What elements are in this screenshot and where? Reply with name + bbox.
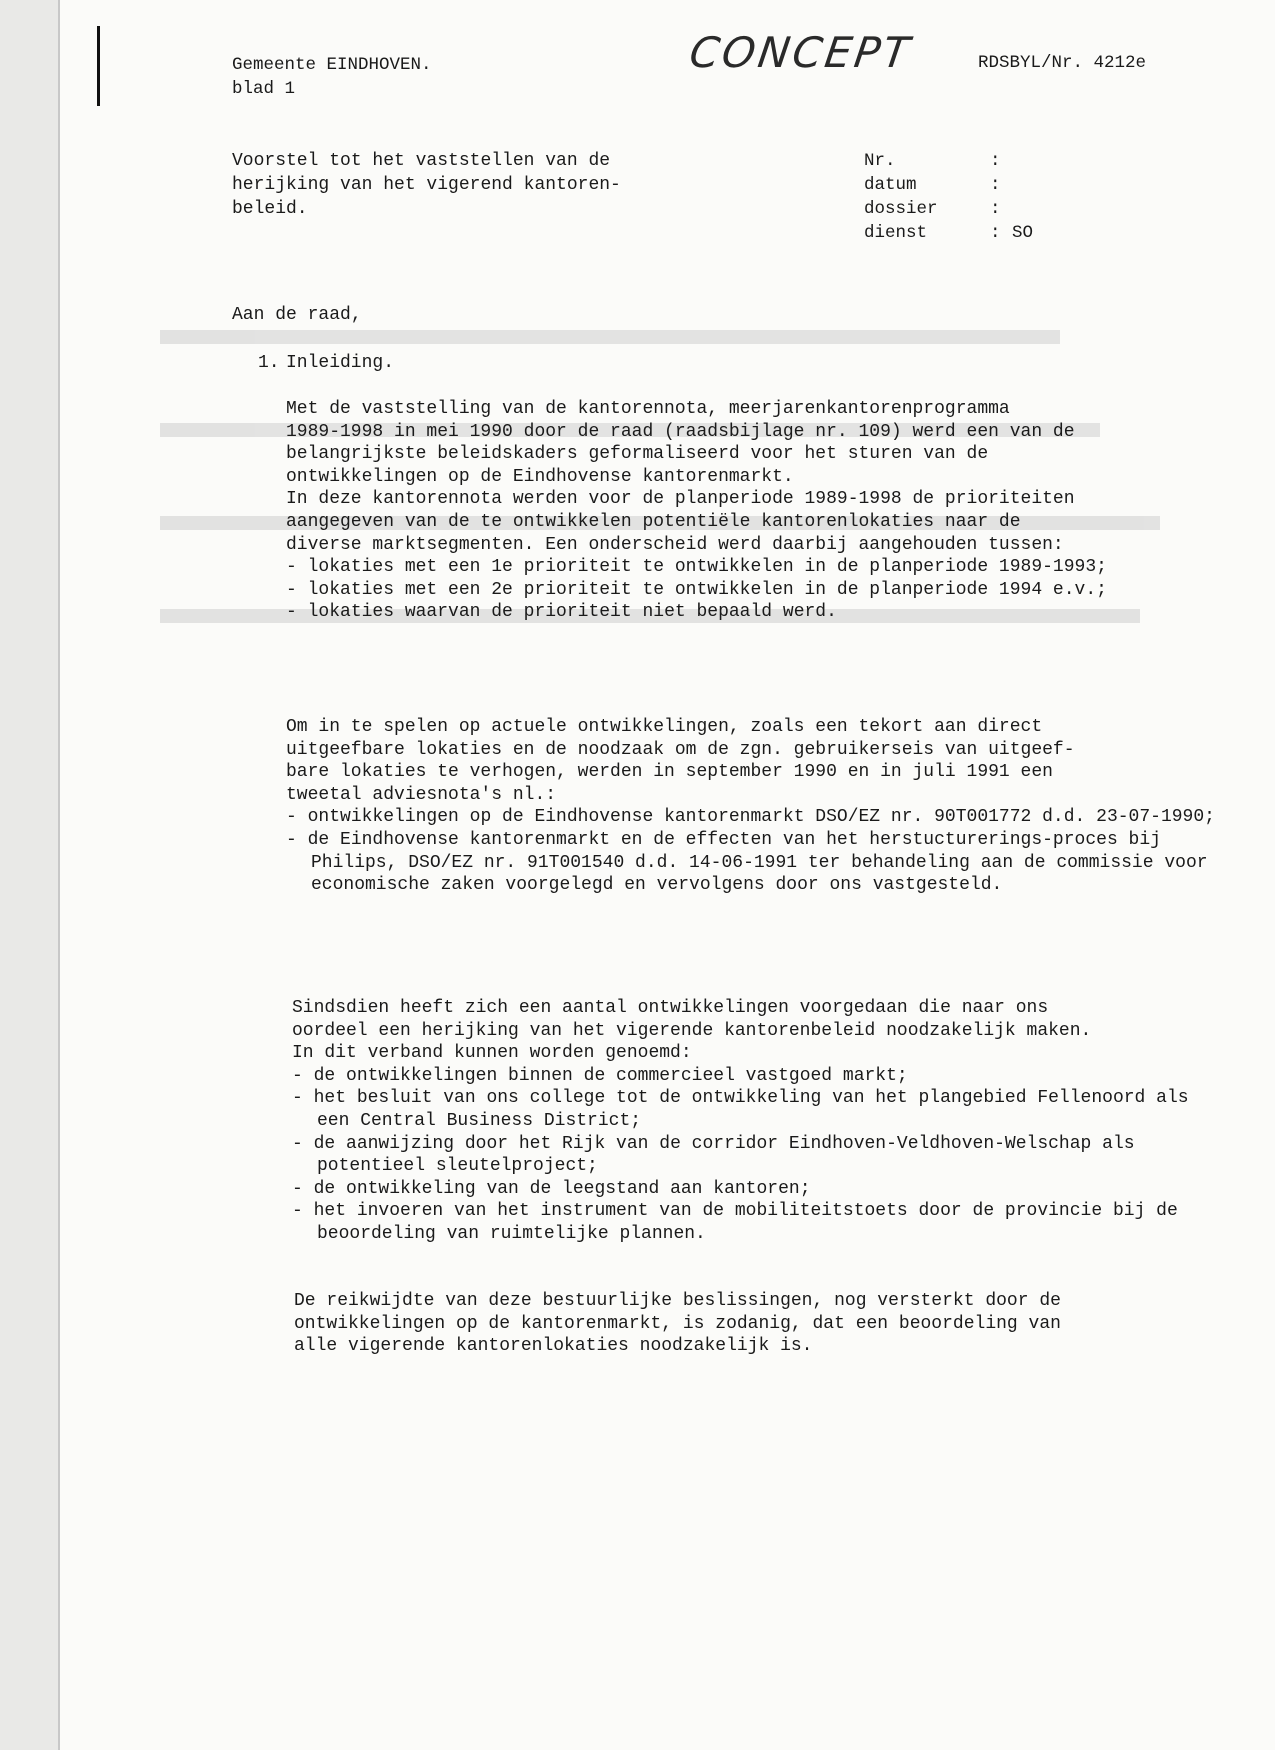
subject-line-3: beleid.	[232, 199, 308, 219]
section-number: 1.	[258, 353, 280, 373]
municipality-name: Gemeente EINDHOVEN.	[232, 55, 432, 75]
meta-colon: :	[990, 223, 1001, 243]
concept-stamp: CONCEPT	[686, 28, 916, 77]
list-item: - ontwikkelingen op de Eindhovense kantorenmarkt DSO/EZ nr. 90T001772 d.d. 23-07-1990;	[286, 806, 1221, 829]
scan-left-margin	[0, 0, 58, 1750]
adviesnota-list	[286, 806, 1221, 896]
paragraph-text: Om in te spelen op actuele ontwikkelingen, zoals een tekort aan direct uitgeefbare lokaties en de noodzaak om de zgn. gebruikerseis van uitgeef- bare lokaties te verhogen, werden in september 1990 en in juli 1991 een tweetal adviesnota's nl.:	[286, 717, 1075, 805]
subject-line-2: herijking van het vigerend kantoren-	[232, 175, 621, 195]
list-item: - de ontwikkelingen binnen de commercieel vastgoed markt;	[292, 1065, 1227, 1088]
meta-colon: :	[990, 175, 1001, 195]
list-item: - de aanwijzing door het Rijk van de corridor Eindhoven-Veldhoven-Welschap als potentieel sleutelproject;	[292, 1133, 1227, 1178]
priority-list	[286, 556, 1166, 624]
page-number: blad 1	[232, 79, 296, 99]
list-item: - lokaties waarvan de prioriteit niet bepaald werd.	[286, 601, 1166, 624]
salutation: Aan de raad,	[232, 305, 362, 325]
list-item: - lokaties met een 2e prioriteit te ontwikkelen in de planperiode 1994 e.v.;	[286, 579, 1166, 602]
paragraph-intro	[286, 398, 1246, 624]
section-title: Inleiding.	[286, 353, 395, 373]
meta-label-dienst: dienst	[864, 223, 928, 243]
reference-number: RDSBYL/Nr. 4212e	[978, 53, 1147, 73]
meta-value-dienst: SO	[1012, 223, 1034, 243]
paragraph-text: Met de vaststelling van de kantorennota, meerjarenkantorenprogramma 1989-1998 in mei 1990 door de raad (raadsbijlage nr. 109) werd een van de belangrijkste beleidskaders geformaliseerd voor het sturen van de ontwikkelingen op de Eindhovense kantorenmarkt. In deze kantorennota werden voor de planperiode 1989-1998 de prioriteiten aangegeven van de te ontwikkelen potentiële kantorenlokaties naar de diverse marktsegmenten. Een onderscheid werd daarbij aangehouden tussen:	[286, 399, 1075, 555]
developments-list	[292, 1065, 1227, 1246]
list-item: - het invoeren van het instrument van de mobiliteitstoets door de provincie bij de beoordeling van ruimtelijke plannen.	[292, 1200, 1227, 1245]
paragraph-text: De reikwijdte van deze bestuurlijke beslissingen, nog versterkt door de ontwikkelingen op de kantorenmarkt, is zodanig, dat een beoordeling van alle vigerende kantorenlokaties noodzakelijk is.	[294, 1291, 1061, 1357]
paragraph-text: Sindsdien heeft zich een aantal ontwikkelingen voorgedaan die naar ons oordeel een herijking van het vigerende kantorenbeleid noodzakelijk maken. In dit verband kunnen worden genoemd:	[292, 998, 1092, 1064]
meta-label-datum: datum	[864, 175, 917, 195]
paragraph-conclusion	[294, 1290, 1254, 1358]
paragraph-developments	[292, 997, 1252, 1246]
list-item: - de ontwikkeling van de leegstand aan kantoren;	[292, 1178, 1227, 1201]
binder-mark	[97, 26, 100, 106]
meta-colon: :	[990, 199, 1001, 219]
paragraph-adviesnotas	[286, 716, 1246, 897]
list-item: - lokaties met een 1e prioriteit te ontwikkelen in de planperiode 1989-1993;	[286, 556, 1166, 579]
subject-line-1: Voorstel tot het vaststellen van de	[232, 151, 611, 171]
meta-label-nr: Nr.	[864, 151, 896, 171]
list-item: - het besluit van ons college tot de ontwikkeling van het plangebied Fellenoord als een Central Business District;	[292, 1087, 1227, 1132]
meta-label-dossier: dossier	[864, 199, 938, 219]
meta-colon: :	[990, 151, 1001, 171]
list-item: - de Eindhovense kantorenmarkt en de effecten van het herstucturerings-proces bij Philips, DSO/EZ nr. 91T001540 d.d. 14-06-1991 ter behandeling aan de commissie voor economische zaken voorgelegd en vervolgens door ons vastgesteld.	[286, 829, 1221, 897]
